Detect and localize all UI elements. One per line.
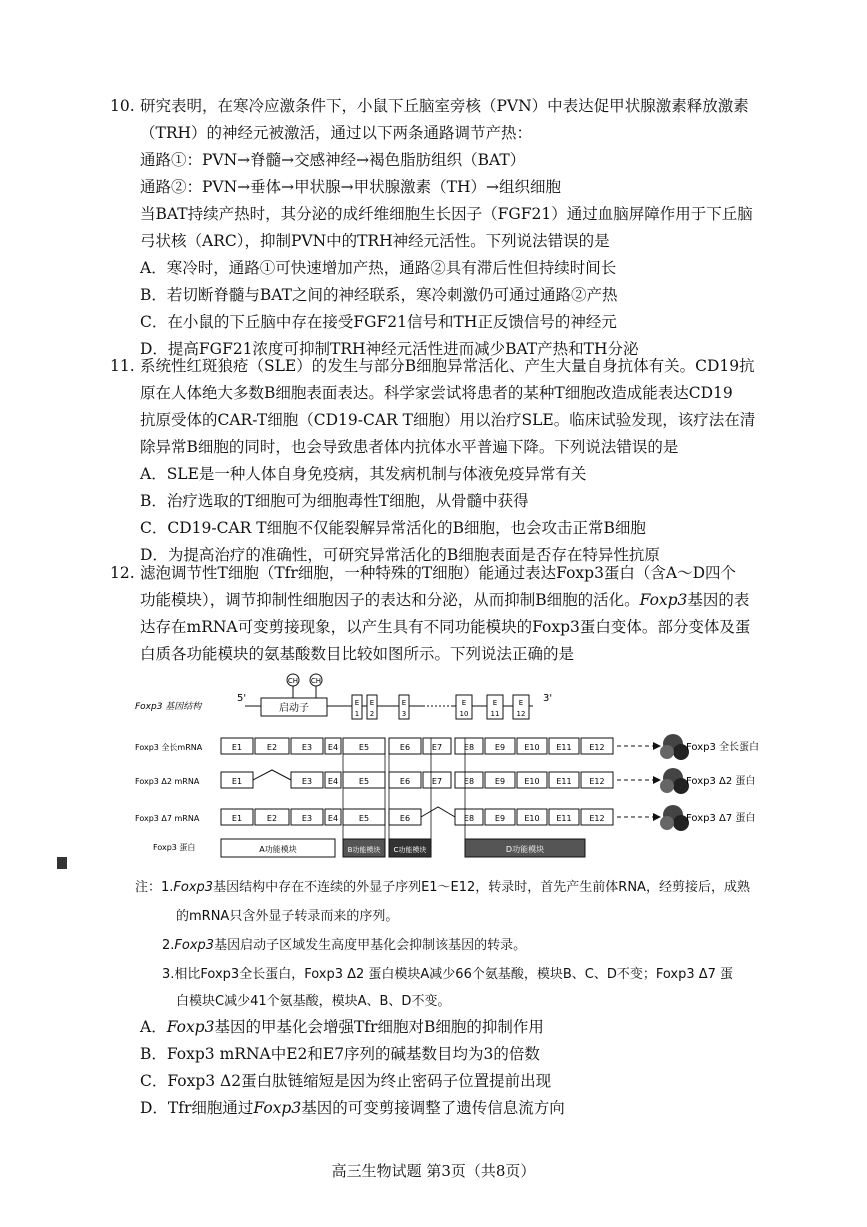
option-c: C．在小鼠的下丘脑中存在接受FGF21信号和TH正反馈信号的神经元 — [140, 313, 617, 331]
exon-label: E11 — [556, 743, 572, 752]
protein-icon — [660, 745, 674, 759]
five-prime-label: 5' — [237, 693, 247, 704]
gene-structure-label: Foxp3 基因结构 — [135, 702, 202, 712]
protein-icon — [660, 779, 674, 793]
exon-label: E2 — [266, 743, 278, 752]
exon-label: E4 — [327, 814, 339, 823]
splice-junction — [421, 807, 455, 817]
methyl-label: CH — [310, 677, 322, 685]
svg-text:2: 2 — [369, 710, 375, 718]
exon-label: E12 — [589, 743, 605, 752]
option-a: A．寒冷时，通路①可快速增加产热，通路②具有滞后性但持续时间长 — [140, 259, 617, 277]
question-number: 11. — [110, 357, 135, 375]
protein-row-label: Foxp3 蛋白 — [153, 843, 196, 852]
question-text: 研究表明，在寒冷应激条件下，小鼠下丘脑室旁核（PVN）中表达促甲状腺激素释放激素 — [140, 97, 749, 115]
exon-label: E11 — [556, 777, 572, 786]
exon-label: E10 — [524, 777, 540, 786]
question-text: 达存在mRNA可变剪接现象，以产生具有不同功能模块的Foxp3蛋白变体。部分变体及蛋 — [140, 618, 751, 636]
question-text: 通路①：PVN→脊髓→交感神经→褐色脂肪组织（BAT） — [140, 151, 526, 169]
question-text: 抗原受体的CAR-T细胞（CD19-CAR T细胞）用以治疗SLE。临床试验发现，该疗法在清 — [140, 411, 756, 429]
option-d: D．Tfr细胞通过Foxp3基因的可变剪接调整了遗传信息流方向 — [140, 1099, 565, 1117]
exon-label: E4 — [327, 743, 339, 752]
exon-label: E8 — [463, 814, 475, 823]
module-d-label: D功能模块 — [505, 845, 545, 854]
svg-text:E: E — [492, 699, 498, 707]
question-text: 原在人体绝大多数B细胞表面表达。科学家尝试将患者的某种T细胞改造成能表达CD19 — [140, 384, 733, 402]
note-1-cont: 的mRNA只含外显子转录而来的序列。 — [176, 909, 399, 924]
question-text: 弓状核（ARC），抑制PVN中的TRH神经元活性。下列说法错误的是 — [140, 232, 610, 250]
exon-label: E12 — [589, 777, 605, 786]
arrow-head — [653, 742, 661, 750]
note-3-cont: 白模块C减少41个氨基酸，模块A、B、D不变。 — [176, 994, 451, 1009]
module-a-label: A功能模块 — [259, 845, 297, 854]
splice-junction — [253, 770, 291, 780]
page-marker — [57, 857, 67, 869]
protein-icon — [660, 816, 674, 830]
protein-label: Foxp3 全长蛋白 — [686, 742, 760, 753]
exon-label: E11 — [556, 814, 572, 823]
exon-label: E10 — [524, 743, 540, 752]
exon-label: E6 — [399, 777, 411, 786]
svg-text:1: 1 — [354, 710, 360, 718]
exon-label: E9 — [494, 777, 506, 786]
note-1: 注：1.Foxp3基因结构中存在不连续的外显子序列E1～E12，转录时，首先产生前体RNA，经剪接后，成熟 — [135, 880, 750, 895]
question-text: 除异常B细胞的同时，也会导致患者体内抗体水平普遍下降。下列说法错误的是 — [140, 438, 679, 456]
exon-label: E8 — [463, 777, 475, 786]
exon-label: E3 — [301, 777, 313, 786]
mrna-row-label: Foxp3 全长mRNA — [135, 743, 203, 752]
exon-label: E10 — [524, 814, 540, 823]
option-c: C．Foxp3 Δ2蛋白肽链缩短是因为终止密码子位置提前出现 — [140, 1072, 552, 1090]
question-text: 通路②：PVN→垂体→甲状腺→甲状腺激素（TH）→组织细胞 — [140, 178, 561, 196]
exon-label: E1 — [231, 777, 243, 786]
option-b: B．若切断脊髓与BAT之间的神经联系，寒冷刺激仍可通过通路②产热 — [140, 286, 618, 304]
protein-label: Foxp3 Δ7 蛋白 — [686, 813, 756, 824]
exon-label: E1 — [231, 814, 243, 823]
exon-label: E9 — [494, 814, 506, 823]
exon-label: E12 — [589, 814, 605, 823]
exon-label: E2 — [266, 814, 278, 823]
foxp3-diagram — [133, 668, 773, 868]
svg-text:11: 11 — [490, 710, 500, 718]
protein-label: Foxp3 Δ2 蛋白 — [686, 776, 756, 787]
arrow-head — [653, 813, 661, 821]
note-2: 2.Foxp3基因启动子区域发生高度甲基化会抑制该基因的转录。 — [162, 938, 527, 953]
exon-label: E8 — [463, 743, 475, 752]
option-d: D．为提高治疗的准确性，可研究异常活化的B细胞表面是否存在特异性抗原 — [140, 546, 660, 564]
svg-text:E: E — [461, 699, 467, 707]
question-text: 当BAT持续产热时，其分泌的成纤维细胞生长因子（FGF21）通过血脑屏障作用于下丘脑 — [140, 205, 753, 223]
question-number: 12. — [110, 564, 135, 582]
exon-label: E6 — [399, 743, 411, 752]
question-text: 白质各功能模块的氨基酸数目比较如图所示。下列说法正确的是 — [140, 645, 575, 663]
exon-label: E5 — [358, 777, 370, 786]
svg-text:3: 3 — [401, 710, 407, 718]
option-b: B．治疗选取的T细胞可为细胞毒性T细胞，从骨髓中获得 — [140, 492, 529, 510]
question-11 — [110, 353, 790, 573]
exon-label: E5 — [358, 743, 370, 752]
question-text: （TRH）的神经元被激活，通过以下两条通路调节产热： — [140, 124, 533, 142]
page-footer: 高三生物试题 第3页（共8页） — [331, 1162, 536, 1180]
promoter-label: 启动子 — [279, 703, 309, 714]
option-a: A．SLE是一种人体自身免疫病，其发病机制与体液免疫异常有关 — [140, 465, 587, 483]
question-12 — [110, 560, 790, 670]
exon-label: E4 — [327, 777, 339, 786]
exon-label: E3 — [301, 814, 313, 823]
exon-label: E7 — [431, 743, 443, 752]
svg-text:E: E — [401, 699, 407, 707]
exon-label: E1 — [231, 743, 243, 752]
exon-label: E5 — [358, 814, 370, 823]
question-12-options — [110, 1014, 790, 1124]
svg-text:E: E — [369, 699, 375, 707]
exon-label: E6 — [399, 814, 411, 823]
question-text: 系统性红斑狼疮（SLE）的发生与部分B细胞异常活化、产生大量自身抗体有关。CD19抗 — [140, 357, 755, 375]
svg-text:E: E — [354, 699, 360, 707]
option-d: D．提高FGF21浓度可抑制TRH神经元活性进而减少BAT产热和TH分泌 — [140, 340, 639, 358]
svg-text:10: 10 — [459, 710, 469, 718]
mrna-row-label: Foxp3 Δ7 mRNA — [135, 814, 200, 823]
question-number: 10. — [110, 97, 135, 115]
question-10 — [110, 93, 790, 363]
exon-label: E9 — [494, 743, 506, 752]
note-3: 3.相比Foxp3全长蛋白，Foxp3 Δ2 蛋白模块A减少66个氨基酸，模块B、C、D不变；Foxp3 Δ7 蛋 — [162, 967, 734, 982]
exon-label: E3 — [301, 743, 313, 752]
module-c-label: C功能模块 — [393, 846, 427, 854]
option-c: C．CD19-CAR T细胞不仅能裂解异常活化的B细胞，也会攻击正常B细胞 — [140, 519, 646, 537]
mrna-row-label: Foxp3 Δ2 mRNA — [135, 777, 200, 786]
svg-text:E: E — [518, 699, 524, 707]
question-text: 滤泡调节性T细胞（Tfr细胞，一种特殊的T细胞）能通过表达Foxp3蛋白（含A～D四个 — [140, 564, 737, 582]
exon-label: E7 — [431, 777, 443, 786]
option-b: B．Foxp3 mRNA中E2和E7序列的碱基数目均为3的倍数 — [140, 1045, 540, 1063]
arrow-head — [653, 776, 661, 784]
module-b-label: B功能模块 — [347, 846, 381, 854]
three-prime-label: 3' — [543, 693, 553, 704]
question-text: 功能模块），调节抑制性细胞因子的表达和分泌，从而抑制B细胞的活化。Foxp3基因的表 — [140, 591, 750, 609]
methyl-label: CH — [287, 677, 299, 685]
svg-text:12: 12 — [516, 710, 526, 718]
option-a: A．Foxp3基因的甲基化会增强Tfr细胞对B细胞的抑制作用 — [140, 1018, 544, 1036]
